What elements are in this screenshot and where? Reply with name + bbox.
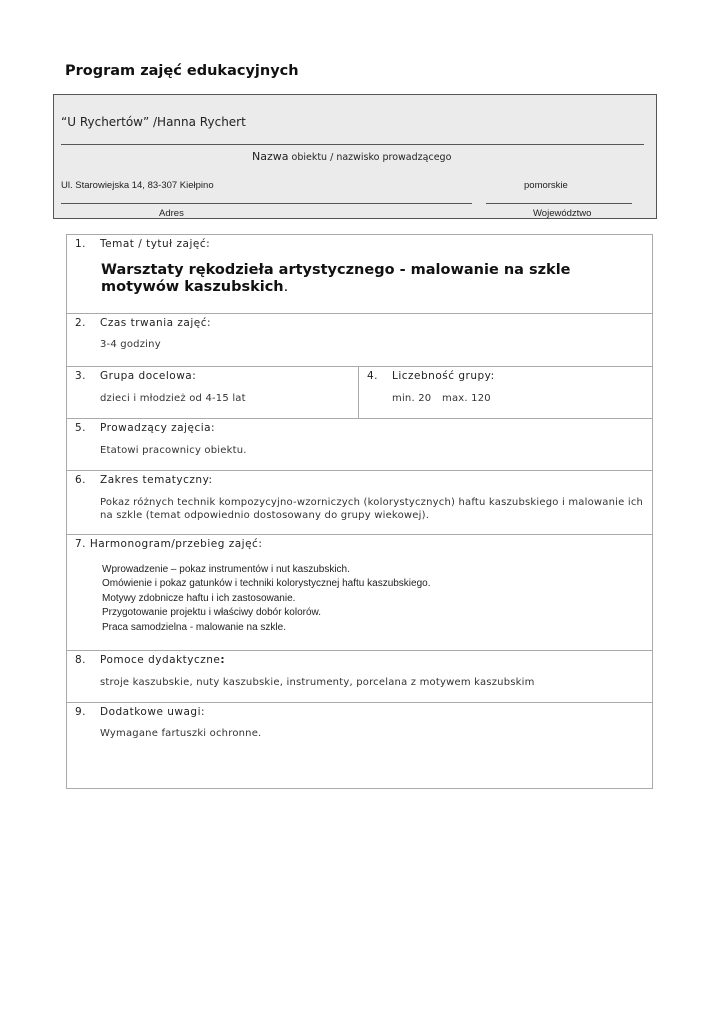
address-value: Ul. Starowiejska 14, 83-307 Kiełpino [61, 180, 214, 191]
section-label: Prowadzący zajęcia: [100, 422, 216, 434]
section-label: Dodatkowe uwagi: [100, 706, 206, 718]
scope-line-1: Pokaz różnych technik kompozycyjno-wzorniczych (kolorystycznych) haftu kaszubskiego i malowanie ich [100, 497, 644, 508]
section-label: Grupa docelowa: [100, 370, 197, 382]
section-label: Czas trwania zajęć: [100, 317, 212, 329]
section-notes [67, 703, 652, 788]
section-duration [67, 314, 652, 367]
topic-value [101, 262, 641, 296]
name-underline [61, 144, 644, 145]
instructors-value: Etatowi pracownicy obiektu. [100, 445, 247, 456]
object-name-label-rest: obiektu / nazwisko prowadzącego [288, 152, 452, 163]
section-number: 3. [75, 370, 87, 382]
address-label: Adres [159, 208, 184, 219]
column-divider [358, 367, 359, 418]
section-label-colon: : [220, 654, 226, 666]
schedule-item: Praca samodzielna - malowanie na szkle. [102, 622, 286, 633]
object-name-value: “U Rychertów” /Hanna Rychert [61, 115, 246, 129]
voivodeship-value: pomorskie [524, 180, 568, 191]
section-topic [67, 235, 652, 314]
address-underline [61, 203, 472, 204]
object-name-label-bold: Nazwa [252, 150, 289, 163]
topic-value-end: . [283, 279, 289, 295]
section-teaching-aids [67, 651, 652, 703]
section-number: 4. [367, 370, 379, 382]
schedule-item: Wprowadzenie – pokaz instrumentów i nut kaszubskich. [102, 564, 350, 575]
program-table [66, 234, 653, 789]
section-number: 1. [75, 238, 87, 250]
section-scope [67, 471, 652, 535]
header-box [53, 94, 657, 219]
notes-value: Wymagane fartuszki ochronne. [100, 728, 262, 739]
section-label [100, 654, 225, 666]
page-title: Program zajęć edukacyjnych [65, 63, 299, 79]
group-size-max: max. 120 [442, 393, 491, 404]
teaching-aids-value: stroje kaszubskie, nuty kaszubskie, instrumenty, porcelana z motywem kaszubskim [100, 677, 535, 688]
section-number: 6. [75, 474, 87, 486]
target-group-value: dzieci i młodzież od 4-15 lat [100, 393, 246, 404]
section-group [67, 367, 652, 419]
section-number: 9. [75, 706, 87, 718]
section-label: 7. Harmonogram/przebieg zajęć: [75, 538, 263, 550]
section-label-text: Pomoce dydaktyczne [100, 654, 221, 666]
voivodeship-label: Województwo [533, 208, 592, 219]
section-label: Liczebność grupy: [392, 370, 495, 382]
topic-value-main: Warsztaty rękodzieła artystycznego - malowanie na szkle motywów kaszubskich [101, 262, 571, 295]
section-label: Zakres tematyczny: [100, 474, 213, 486]
schedule-item: Motywy zdobnicze haftu i ich zastosowanie. [102, 593, 296, 604]
section-instructors [67, 419, 652, 471]
schedule-item: Przygotowanie projektu i właściwy dobór kolorów. [102, 607, 321, 618]
object-name-label [252, 150, 451, 163]
group-size-min: min. 20 [392, 393, 432, 404]
scope-line-2: na szkle (temat odpowiednio dostosowany do grupy wiekowej). [100, 510, 430, 521]
section-number: 5. [75, 422, 87, 434]
schedule-item: Omówienie i pokaz gatunków i techniki kolorystycznej haftu kaszubskiego. [102, 578, 431, 589]
section-number: 8. [75, 654, 87, 666]
section-number: 2. [75, 317, 87, 329]
section-label: Temat / tytuł zajęć: [100, 238, 211, 250]
voivodeship-underline [486, 203, 632, 204]
duration-value: 3-4 godziny [100, 339, 161, 350]
section-schedule [67, 535, 652, 651]
